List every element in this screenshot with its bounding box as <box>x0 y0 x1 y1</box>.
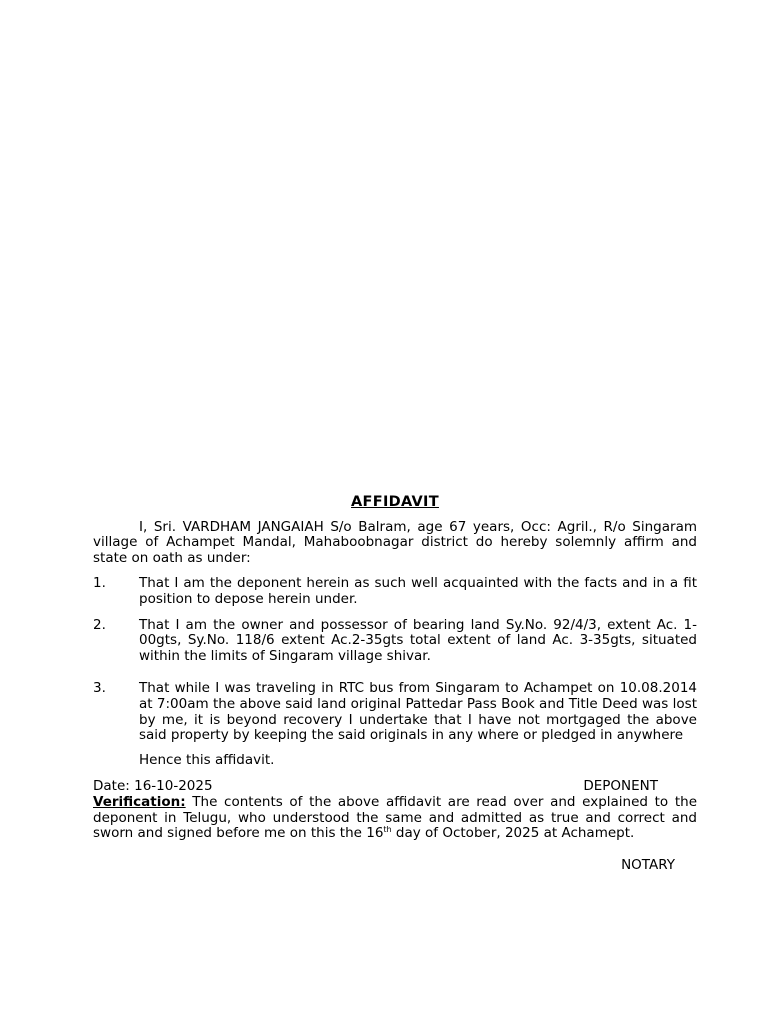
closing-line: Hence this affidavit. <box>139 751 275 768</box>
list-item <box>93 576 697 607</box>
notary-label: NOTARY <box>621 856 675 873</box>
date-row <box>93 779 697 795</box>
ordinal-suffix: th <box>383 825 392 835</box>
document-title: AFFIDAVIT <box>351 494 439 510</box>
verification-text-part1: The contents of the above affidavit are read over and explained to the deponent in Telugu, who understood the same and admitted as true and correct and sworn and signed before me on this the 16 <box>93 793 697 842</box>
intro-paragraph: I, Sri. VARDHAM JANGAIAH S/o Balram, age 67 years, Occ: Agril., R/o Singaram village of Achampet Mandal, Mahaboobnagar district do hereby solemnly affirm and state on oath as under: <box>93 518 697 566</box>
affidavit-document <box>93 495 697 873</box>
list-item-number: 2. <box>93 616 106 633</box>
verification-paragraph <box>93 795 697 842</box>
list-item <box>93 618 697 665</box>
deponent-label: DEPONENT <box>583 778 658 795</box>
list-item-text: That I am the deponent herein as such well acquainted with the facts and in a fit position to depose herein under. <box>139 575 697 607</box>
date-text: Date: 16-10-2025 <box>93 778 213 795</box>
list-item-text: That while I was traveling in RTC bus from Singaram to Achampet on 10.08.2014 at 7:00am the above said land original Pattedar Pass Book and Title Deed was lost by me, it is beyond recovery I undertake that I have not mortgaged the above said property by keeping the said originals in any where or pledged in anywhere <box>139 680 697 744</box>
list-item-text: That I am the owner and possessor of bearing land Sy.No. 92/4/3, extent Ac. 1-00gts, Sy.No. 118/6 extent Ac.2-35gts total extent of land Ac. 3-35gts, situated within the limits of Singaram village shivar. <box>139 616 697 664</box>
list-item-number: 1. <box>93 575 106 592</box>
verification-text-part2: day of October, 2025 at Achamept. <box>391 825 635 842</box>
list-item-number: 3. <box>93 680 106 697</box>
list-item <box>93 681 697 743</box>
verification-label: Verification: <box>93 793 186 810</box>
